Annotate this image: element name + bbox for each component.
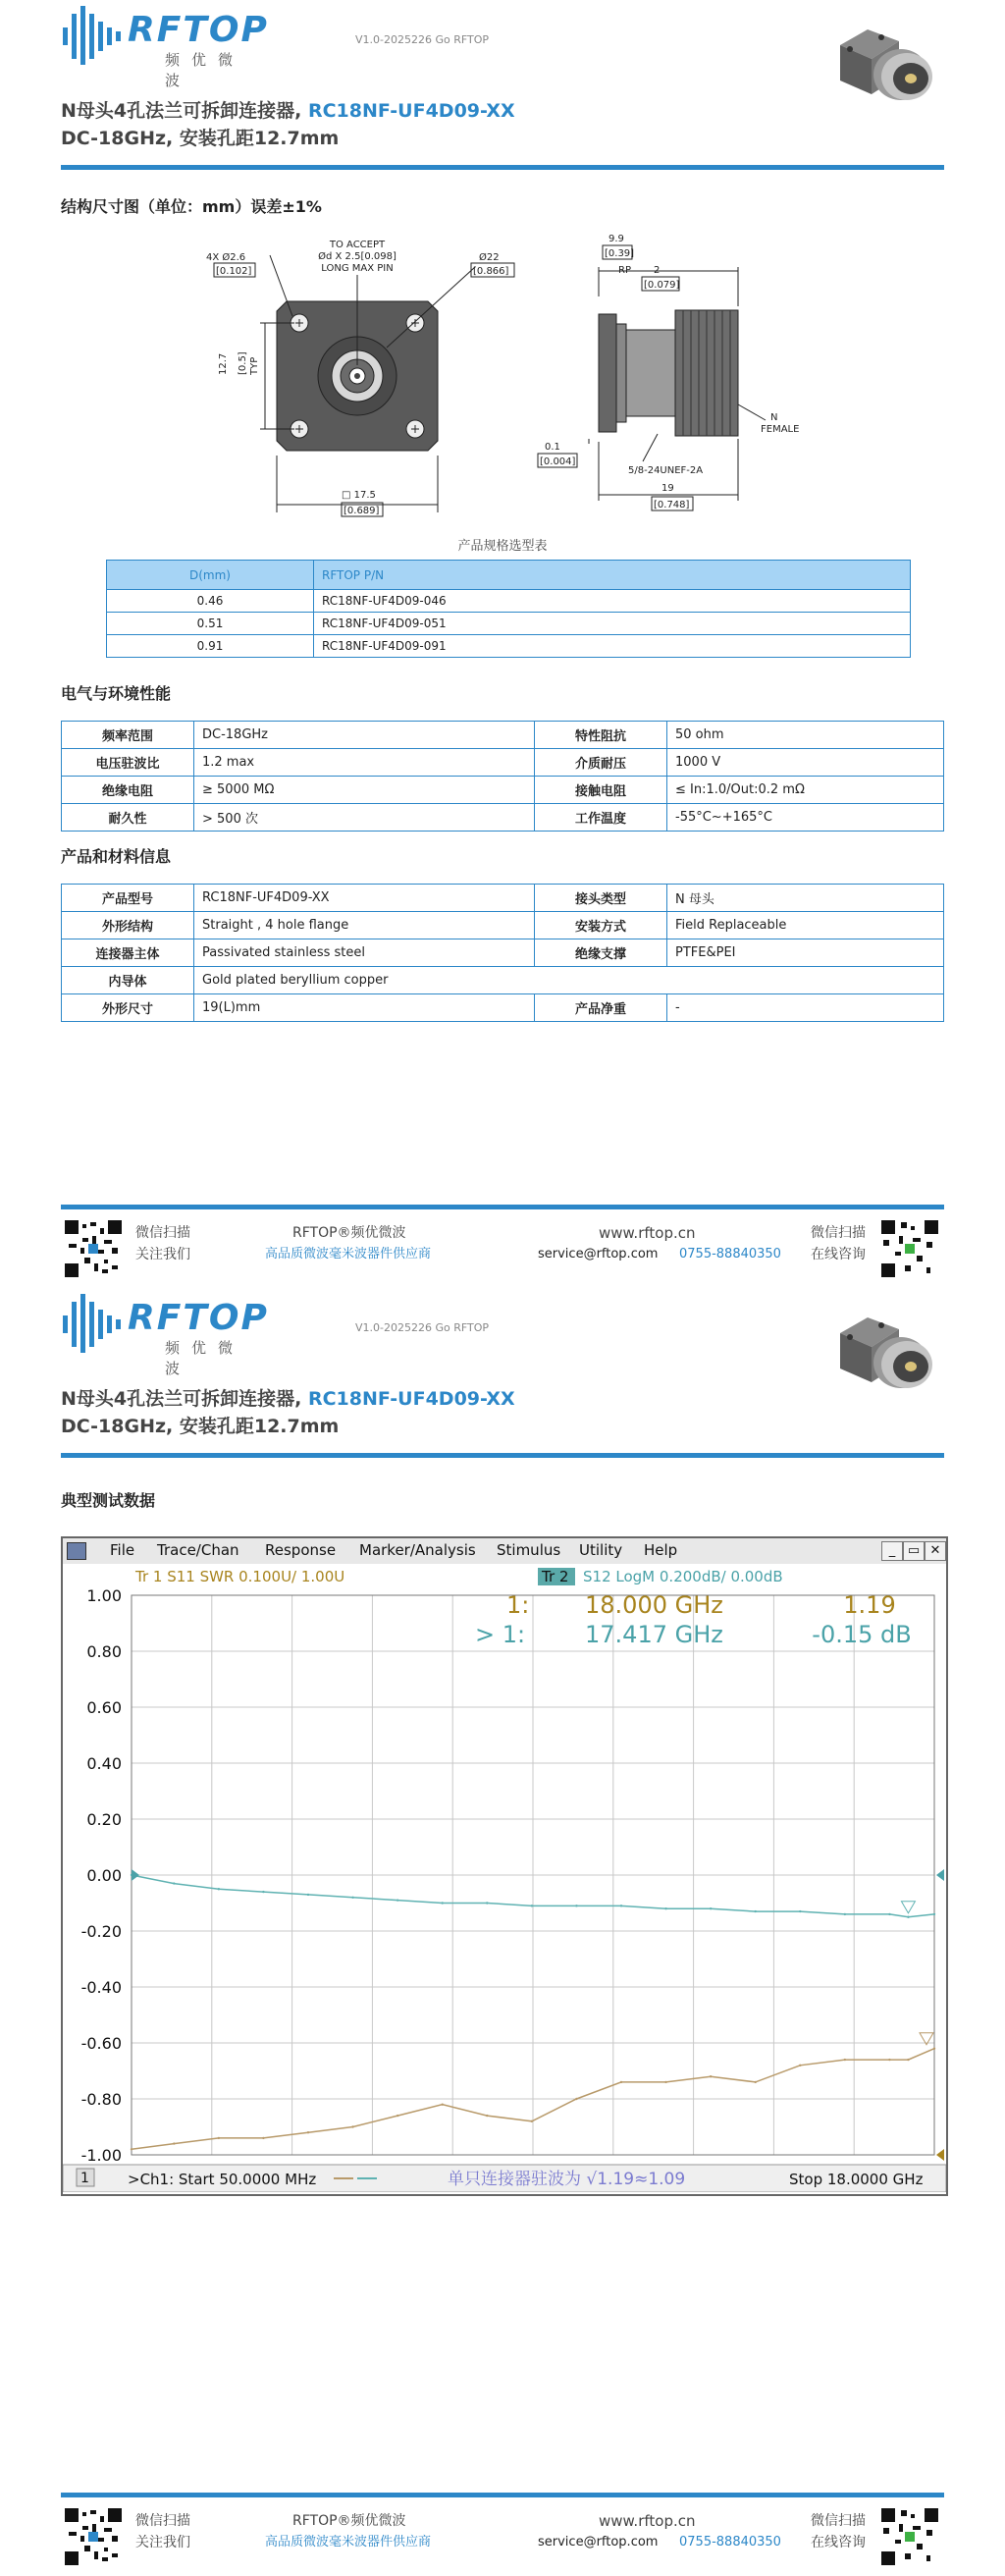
table-caption: 产品规格选型表 xyxy=(457,539,548,554)
s11-trace-point xyxy=(486,2115,488,2117)
section-title-materials: 产品和材料信息 xyxy=(61,847,172,866)
logo-text: RFTOP xyxy=(128,10,269,50)
header-divider xyxy=(61,1453,944,1458)
y-tick-label: -0.20 xyxy=(80,1922,122,1941)
svg-text:0.1: 0.1 xyxy=(545,442,560,453)
s11-trace-point xyxy=(262,2137,264,2139)
y-tick-label: -0.80 xyxy=(80,2090,122,2109)
page-footer xyxy=(61,1205,944,1269)
svg-text:FEMALE: FEMALE xyxy=(761,424,800,435)
consult-qr-code xyxy=(881,1220,938,1277)
footer-online: 在线咨询 xyxy=(811,1247,866,1262)
rftop-logo xyxy=(61,1288,269,1377)
footer-website[interactable]: www.rftop.cn xyxy=(599,1224,696,1242)
table-row: 0.51 RC18NF-UF4D09-051 xyxy=(107,613,911,635)
table-row: 耐久性 > 500 次 工作温度 -55°C~+165°C xyxy=(62,804,944,832)
y-tick-label: 0.40 xyxy=(86,1754,122,1773)
svg-text:[0.748]: [0.748] xyxy=(654,500,690,510)
section-title-dimensions: 结构尺寸图（单位：mm）误差±1% xyxy=(61,197,322,216)
status-channel: 1 xyxy=(80,2171,89,2186)
footer-wechat-scan: 微信扫描 xyxy=(135,2513,190,2529)
svg-text:[0.102]: [0.102] xyxy=(216,266,252,277)
electrical-spec-table xyxy=(61,721,944,832)
s11-trace-point xyxy=(218,2137,220,2139)
svg-text:12.7: 12.7 xyxy=(218,352,229,375)
s11-trace-point xyxy=(710,2075,712,2077)
svg-text:2: 2 xyxy=(654,265,661,276)
footer-wechat-scan-2: 微信扫描 xyxy=(811,1225,866,1241)
footer-follow-us: 关注我们 xyxy=(135,1247,190,1262)
logo-text: RFTOP xyxy=(128,1298,269,1338)
s11-trace-point xyxy=(755,2081,757,2083)
footer-slogan: 高品质微波毫米波器件供应商 xyxy=(265,2535,432,2549)
col-header-pn: RFTOP P/N xyxy=(314,561,911,590)
marker2-freq: 17.417 GHz xyxy=(585,1621,723,1648)
menu-marker-analysis[interactable]: Marker/Analysis xyxy=(359,1541,476,1559)
s11-trace-point xyxy=(442,2104,444,2106)
menu-trace-chan[interactable]: Trace/Chan xyxy=(157,1541,239,1559)
s12-trace-point xyxy=(888,1913,890,1915)
version-text: V1.0-2025226 Go RFTOP xyxy=(355,33,490,46)
vna-plot xyxy=(63,1564,946,2192)
s12-trace-point xyxy=(351,1897,353,1899)
part-number: RC18NF-UF4D09-XX xyxy=(307,1388,515,1410)
s12-trace-point xyxy=(397,1899,398,1901)
s12-trace-point xyxy=(262,1891,264,1893)
page-footer xyxy=(61,2493,944,2557)
footer-divider xyxy=(61,1205,944,1209)
page-subtitle: DC-18GHz, 安装孔距12.7mm xyxy=(61,128,340,149)
materials-table xyxy=(61,884,944,1022)
s11-trace-point xyxy=(844,2059,846,2061)
svg-text:4X Ø2.6: 4X Ø2.6 xyxy=(206,252,246,263)
svg-text:19: 19 xyxy=(661,483,674,494)
s11-trace-point xyxy=(307,2131,309,2133)
section-title-electrical: 电气与环境性能 xyxy=(61,684,172,703)
svg-text:Ød X 2.5[0.098]: Ød X 2.5[0.098] xyxy=(318,251,397,262)
s12-trace-point xyxy=(307,1894,309,1896)
version-text: V1.0-2025226 Go RFTOP xyxy=(355,1321,490,1334)
menu-utility[interactable]: Utility xyxy=(579,1541,623,1559)
vna-screenshot xyxy=(61,1536,948,2196)
svg-text:TO ACCEPT: TO ACCEPT xyxy=(329,240,386,250)
y-tick-label: 0.80 xyxy=(86,1642,122,1661)
status-stop: Stop 18.0000 GHz xyxy=(789,2171,924,2188)
svg-text:[0.5]: [0.5] xyxy=(238,351,248,375)
page-title: N母头4孔法兰可拆卸连接器, RC18NF-UF4D09-XX xyxy=(61,100,515,122)
s12-trace-point xyxy=(907,1916,909,1918)
footer-wechat-scan: 微信扫描 xyxy=(135,1225,190,1241)
col-header-d: D(mm) xyxy=(107,561,314,590)
svg-text:Ø22: Ø22 xyxy=(479,252,500,263)
s11-trace-point xyxy=(351,2125,353,2127)
s11-trace-point xyxy=(397,2115,398,2117)
s12-trace-point xyxy=(575,1905,577,1906)
footer-brand: RFTOP®频优微波 xyxy=(292,2513,406,2529)
marker2-label: > 1: xyxy=(475,1621,526,1648)
menu-response[interactable]: Response xyxy=(265,1541,337,1559)
s11-trace-point xyxy=(531,2120,533,2122)
y-tick-label: 0.20 xyxy=(86,1810,122,1829)
table-row: 外形结构 Straight , 4 hole flange 安装方式 Field Replaceable xyxy=(62,912,944,939)
y-tick-label: -0.60 xyxy=(80,2034,122,2053)
svg-text:RP: RP xyxy=(618,265,631,276)
footer-divider xyxy=(61,2493,944,2497)
table-row: 0.46 RC18NF-UF4D09-046 xyxy=(107,590,911,613)
marker1-value: 1.19 xyxy=(843,1591,896,1619)
menu-file[interactable]: File xyxy=(110,1541,135,1559)
page-subtitle: DC-18GHz, 安装孔距12.7mm xyxy=(61,1416,340,1437)
table-row: 外形尺寸 19(L)mm 产品净重 - xyxy=(62,994,944,1022)
footer-website[interactable]: www.rftop.cn xyxy=(599,2512,696,2530)
s11-trace-point xyxy=(933,2048,935,2050)
svg-text:[0.39]: [0.39] xyxy=(605,248,635,259)
s12-trace-point xyxy=(755,1910,757,1912)
trace2-tag: Tr 2 xyxy=(542,1568,569,1585)
status-note: 单只连接器驻波为 √1.19≈1.09 xyxy=(448,2170,686,2189)
y-tick-label: 0.60 xyxy=(86,1698,122,1717)
s11-trace-point xyxy=(620,2081,622,2083)
menu-stimulus[interactable]: Stimulus xyxy=(497,1541,561,1559)
s11-trace-point xyxy=(664,2081,666,2083)
status-start: >Ch1: Start 50.0000 MHz xyxy=(128,2171,317,2188)
footer-brand: RFTOP®频优微波 xyxy=(292,1225,406,1241)
s12-trace-point xyxy=(442,1902,444,1904)
s11-trace-point xyxy=(907,2059,909,2061)
svg-text:TYP: TYP xyxy=(249,356,260,375)
footer-phone: 0755-88840350 xyxy=(679,2535,781,2549)
s11-trace-point xyxy=(173,2142,175,2144)
marker1-label: 1: xyxy=(506,1591,530,1619)
dimension-drawing xyxy=(196,228,844,522)
logo-subtext: 频优微波 xyxy=(165,1339,245,1377)
minimize-button[interactable]: _ xyxy=(881,1541,903,1561)
s12-trace-point xyxy=(620,1905,622,1906)
selection-table xyxy=(106,560,911,658)
s12-trace-point xyxy=(531,1905,533,1906)
s12-trace-point xyxy=(933,1913,935,1915)
svg-text:□ 17.5: □ 17.5 xyxy=(342,490,376,501)
svg-text:[0.004]: [0.004] xyxy=(540,456,576,467)
table-row: 电压驻波比 1.2 max 介质耐压 1000 V xyxy=(62,749,944,777)
y-tick-label: 0.00 xyxy=(86,1866,122,1885)
s11-trace-point xyxy=(799,2065,801,2066)
table-row: 连接器主体 Passivated stainless steel 绝缘支撑 PTFE&PEI xyxy=(62,939,944,967)
marker1-freq: 18.000 GHz xyxy=(585,1591,723,1619)
trace2-label: S12 LogM 0.200dB/ 0.00dB xyxy=(583,1568,783,1585)
part-number: RC18NF-UF4D09-XX xyxy=(307,100,515,122)
svg-text:5/8-24UNEF-2A: 5/8-24UNEF-2A xyxy=(628,465,704,476)
product-image xyxy=(820,1308,948,1406)
svg-text:9.9: 9.9 xyxy=(608,234,624,244)
svg-text:LONG MAX PIN: LONG MAX PIN xyxy=(321,263,394,274)
marker2-value: -0.15 dB xyxy=(812,1621,912,1648)
footer-slogan: 高品质微波毫米波器件供应商 xyxy=(265,1247,432,1261)
s11-trace-point xyxy=(131,2148,132,2150)
y-tick-label: -1.00 xyxy=(80,2146,122,2165)
svg-text:[0.079]: [0.079] xyxy=(644,280,680,291)
footer-email[interactable]: service@rftop.com xyxy=(538,1247,659,1261)
section-title-test-data: 典型测试数据 xyxy=(61,1491,156,1510)
product-image xyxy=(820,20,948,118)
wechat-qr-code xyxy=(65,1220,122,1277)
restore-button[interactable]: ▭ xyxy=(903,1541,925,1561)
s11-trace-point xyxy=(575,2098,577,2100)
s12-trace-point xyxy=(799,1910,801,1912)
table-row: 频率范围 DC-18GHz 特性阻抗 50 ohm xyxy=(62,722,944,749)
logo-subtext: 频优微波 xyxy=(165,51,245,89)
vna-menubar xyxy=(63,1538,946,1565)
s12-trace-point xyxy=(664,1907,666,1909)
y-tick-label: 1.00 xyxy=(86,1586,122,1605)
footer-phone: 0755-88840350 xyxy=(679,1247,781,1261)
footer-follow-us: 关注我们 xyxy=(135,2535,190,2550)
trace1-label: Tr 1 S11 SWR 0.100U/ 1.00U xyxy=(135,1568,345,1585)
footer-wechat-scan-2: 微信扫描 xyxy=(811,2513,866,2529)
svg-text:N: N xyxy=(770,412,778,423)
s12-trace-point xyxy=(173,1882,175,1884)
s12-trace-point xyxy=(710,1907,712,1909)
s12-trace-point xyxy=(844,1913,846,1915)
s11-trace-point xyxy=(888,2059,890,2061)
footer-online: 在线咨询 xyxy=(811,2535,866,2550)
menu-help[interactable]: Help xyxy=(644,1541,678,1559)
table-row: 0.91 RC18NF-UF4D09-091 xyxy=(107,635,911,658)
s12-trace-point xyxy=(486,1902,488,1904)
header-divider xyxy=(61,165,944,170)
rftop-logo xyxy=(61,0,269,89)
page-title: N母头4孔法兰可拆卸连接器, RC18NF-UF4D09-XX xyxy=(61,1388,515,1410)
wechat-qr-code xyxy=(65,2508,122,2565)
y-tick-label: -0.40 xyxy=(80,1978,122,1997)
footer-email[interactable]: service@rftop.com xyxy=(538,2535,659,2549)
svg-text:[0.866]: [0.866] xyxy=(473,266,509,277)
close-button[interactable]: ✕ xyxy=(925,1541,946,1561)
pna-app-icon xyxy=(67,1542,86,1560)
s12-trace-point xyxy=(218,1888,220,1890)
svg-text:[0.689]: [0.689] xyxy=(344,506,380,516)
table-row: 绝缘电阻 ≥ 5000 MΩ 接触电阻 ≤ In:1.0/Out:0.2 mΩ xyxy=(62,777,944,804)
consult-qr-code xyxy=(881,2508,938,2565)
table-row: 内导体 Gold plated beryllium copper xyxy=(62,967,944,994)
table-row: 产品型号 RC18NF-UF4D09-XX 接头类型 N 母头 xyxy=(62,885,944,912)
